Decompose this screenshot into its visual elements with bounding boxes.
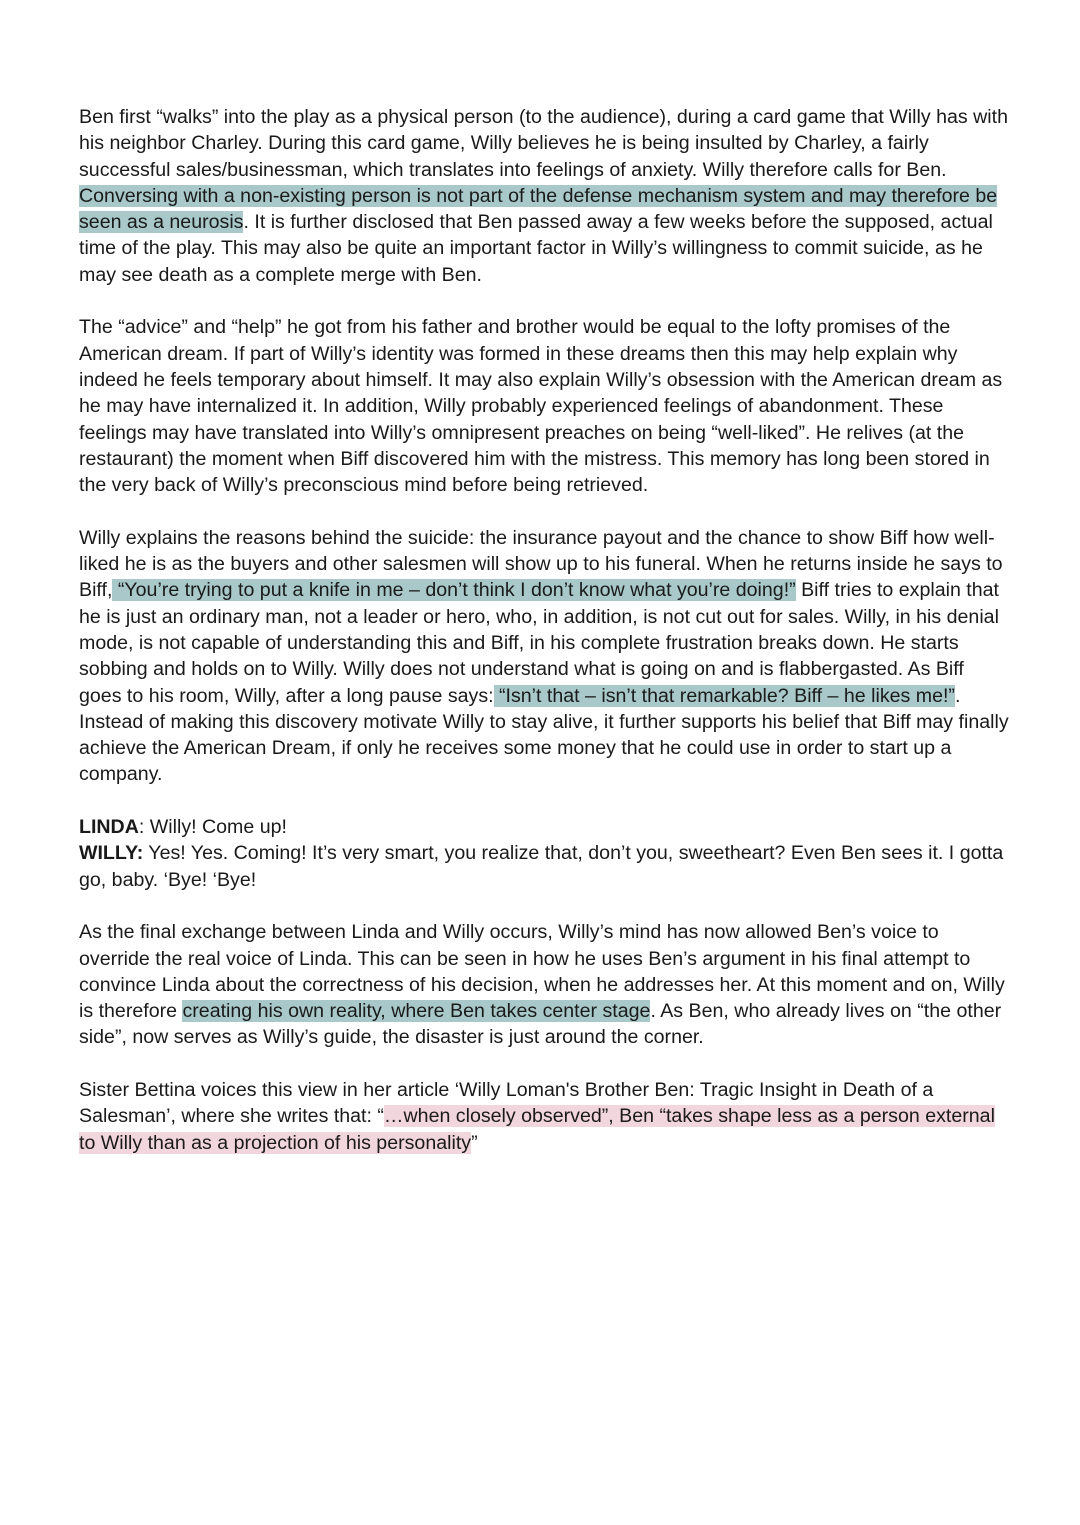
paragraph-text: . Instead of making this discovery motivate Willy to stay alive, it further supports his belief that Biff may finally achieve the American Dream, if only he receives some money that he could use in order to start up a company. (79, 684, 1009, 786)
paragraph-text: Biff tries to explain that he is just an ordinary man, not a leader or hero, who, in addition, is not cut out for sales. Willy, in his denial mode, is not capable of understanding this and Biff, in his complete frustration breaks down. He starts sobbing and holds on to Willy. Willy does not understand what is going on and is flabbergasted. As Biff goes to his room, Willy, after a long pause says: (79, 579, 999, 707)
paragraph-sister-bettina (79, 1077, 1009, 1156)
play-dialogue-excerpt (79, 814, 1009, 893)
teal-highlight-quote-knife: “You’re trying to put a knife in me – don’t think I don’t know what you’re doing!” (112, 579, 796, 602)
paragraph-text: Ben first “walks” into the play as a physical person (to the audience), during a card game that Willy has with his neighbor Charley. During this card game, Willy believes he is being insulted by Charley, a fairly successful sales/businessman, which translates into feelings of anxiety. Willy therefore calls for Ben. (79, 106, 1008, 181)
teal-highlight: creating his own reality, where Ben takes center stage (182, 1000, 651, 1023)
paragraph-suicide-reasons (79, 525, 1009, 788)
paragraph-final-exchange (79, 919, 1009, 1050)
dialogue-line-linda (79, 814, 1009, 840)
teal-highlight-quote-remarkable: “Isn’t that – isn’t that remarkable? Biff – he likes me!” (493, 684, 955, 707)
speaker-name: LINDA (79, 816, 139, 839)
paragraph-ben-card-game (79, 104, 1009, 288)
paragraph-text: As the final exchange between Linda and Willy occurs, Willy’s mind has now allowed Ben’s voice to override the real voice of Linda. This can be seen in how he uses Ben’s argument in his final attempt to convince Linda about the correctness of his decision, when he addresses her. At this moment and on, Willy is therefore (79, 921, 1005, 1023)
document-page (79, 104, 1009, 1182)
speaker-name: WILLY: (79, 842, 144, 865)
paragraph-text: . As Ben, who already lives on “the other side”, now serves as Willy’s guide, the disaster is just around the corner. (79, 1000, 1002, 1049)
pink-highlight-citation: …when closely observed”, Ben “takes shape less as a person external to Willy than as a projection of his personality (79, 1105, 995, 1154)
paragraph-text: The “advice” and “help” he got from his father and brother would be equal to the lofty promises of the American dream. If part of Willy’s identity was formed in these dreams then this may help explain why indeed he feels temporary about himself. It may also explain Willy’s obsession with the American dream as he may have internalized it. In addition, Willy probably experienced feelings of abandonment. These feelings may have translated into Willy’s omnipresent preaches on being “well-liked”. He relives (at the restaurant) the moment when Biff discovered him with the mistress. This memory has long been stored in the very back of Willy’s preconscious mind before being retrieved. (79, 316, 1003, 497)
dialogue-text: Yes! Yes. Coming! It’s very smart, you realize that, don’t you, sweetheart? Even Ben sees it. I gotta go, baby. ‘Bye! ‘Bye! (79, 842, 1004, 891)
paragraph-text: ” (471, 1131, 478, 1154)
paragraph-text: Sister Bettina voices this view in her article ‘Willy Loman's Brother Ben: Tragic Insight in Death of a Salesman’, where she writes that: “ (79, 1078, 934, 1128)
paragraph-american-dream (79, 314, 1009, 498)
dialogue-text: : Willy! Come up! (138, 816, 287, 839)
dialogue-line-willy (79, 840, 1009, 893)
teal-highlight: Conversing with a non-existing person is not part of the defense mechanism system and may therefore be seen as a neurosis (79, 184, 998, 234)
paragraph-text: Willy explains the reasons behind the suicide: the insurance payout and the chance to show Biff how well-liked he is as the buyers and other salesmen will show up to his funeral. When he returns inside he says to Biff, (79, 526, 1003, 602)
paragraph-text: . It is further disclosed that Ben passed away a few weeks before the supposed, actual time of the play. This may also be quite an important factor in Willy’s willingness to commit suicide, as he may see death as a complete merge with Ben. (79, 211, 993, 286)
